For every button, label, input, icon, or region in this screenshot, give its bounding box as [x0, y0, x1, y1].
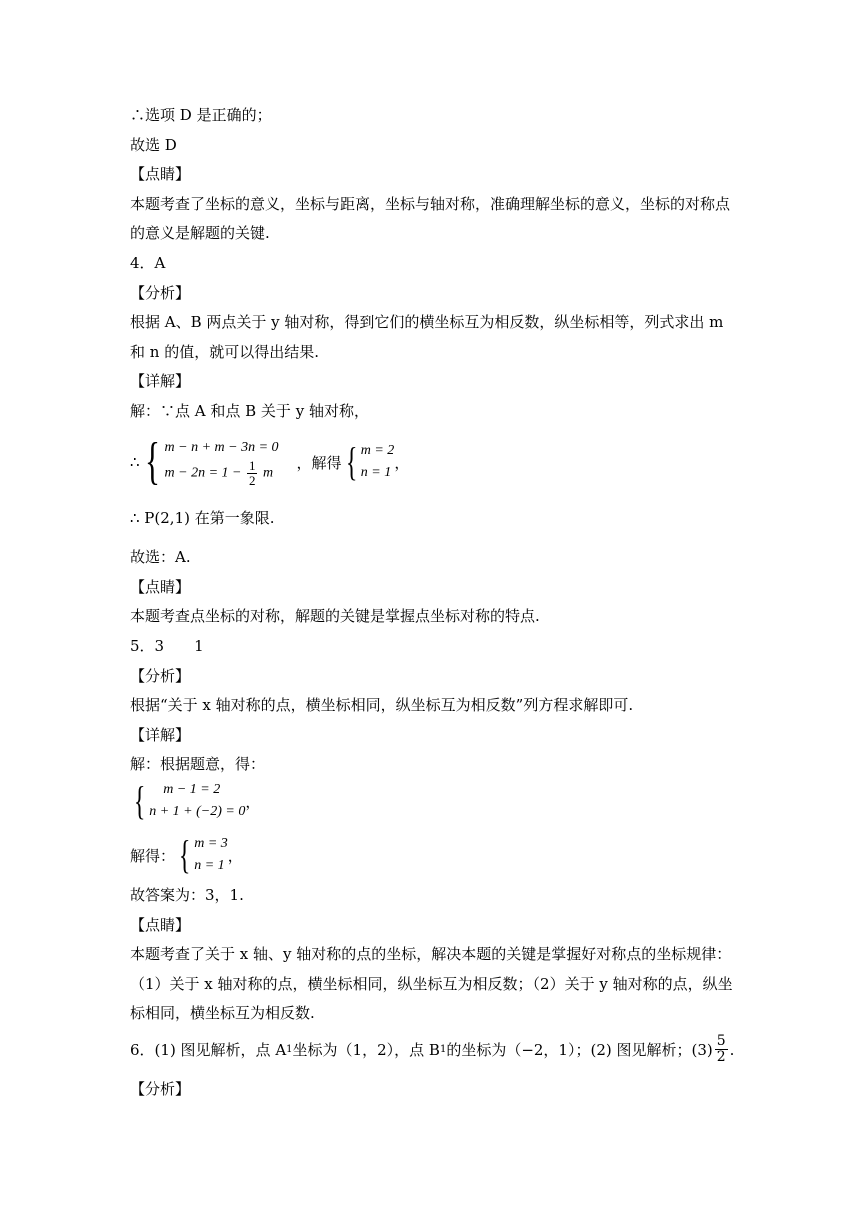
section-heading: 【点睛】: [130, 165, 191, 183]
left-brace: {: [178, 832, 191, 877]
equation-2: n + 1 + (−2) = 0: [149, 804, 246, 819]
section-heading: 【详解】: [130, 372, 191, 390]
text-line: 故答案为：3，1.: [130, 886, 244, 904]
section-heading: 【详解】: [130, 726, 191, 744]
left-brace: {: [345, 439, 357, 484]
solutions: [194, 833, 228, 877]
equations: [165, 437, 279, 488]
equation-1: m − 1 = 2: [163, 782, 221, 797]
text-line: 故选 D: [130, 136, 177, 154]
fraction: $\frac{1}{2}$: [248, 457, 256, 488]
section-heading: 【点睛】: [130, 578, 191, 596]
therefore-symbol: ∴: [130, 454, 140, 471]
fraction: $\frac{5}{2}$: [716, 1033, 726, 1065]
solution-1: m = 3: [194, 836, 228, 851]
section-heading: 【点睛】: [130, 916, 191, 934]
text-line: 本题考查了关于 x 轴、y 轴对称的点的坐标，解决本题的关键是掌握好对称点的坐标规律：: [130, 945, 732, 963]
text-line: 解：根据题意，得：: [130, 755, 266, 773]
text-line: （1）关于 x 轴对称的点，横坐标相同，纵坐标互为相反数；（2）关于 y 轴对称的点，纵坐: [130, 975, 733, 993]
solutions: [361, 440, 395, 484]
text-line: ∴选项 D 是正确的；: [130, 106, 272, 124]
equation-system-q5: { m − 1 = 2 n + 1 + (−2) = 0 ，: [133, 778, 261, 823]
text-line: ∴ P(2,1) 在第一象限.: [130, 509, 275, 527]
equation-system-q4: ∴ { m − n + m − 3n = 0 m − 2n = 1 − $\frac{1}{2}$ m ，解得 { m = 2 n = 1 ，: [130, 433, 410, 490]
solve-label: ，解得: [296, 453, 342, 472]
section-heading: 【分析】: [130, 667, 191, 685]
text-line: 故选：A.: [130, 548, 191, 566]
text-line: 本题考查了坐标的意义，坐标与距离，坐标与轴对称，准确理解坐标的意义，坐标的对称点: [130, 195, 731, 213]
solution-2: n = 1: [360, 465, 392, 480]
solve-label: 解得：: [130, 846, 176, 865]
text-line: 的意义是解题的关键.: [130, 224, 270, 242]
solution-system-q5: 解得： { m = 3 n = 1 ，: [130, 832, 243, 877]
text-line: 解：∵点 A 和点 B 关于 y 轴对称，: [130, 402, 369, 420]
answer-number: 4．A: [130, 254, 166, 272]
equations: [149, 779, 245, 823]
text-line: 根据“关于 x 轴对称的点，横坐标相同，纵坐标互为相反数”列方程求解即可.: [130, 696, 634, 714]
left-brace: {: [144, 433, 160, 490]
text-line: 和 n 的值，就可以得出结果.: [130, 343, 319, 361]
text-line: 标相同，横坐标互为相反数.: [130, 1004, 315, 1022]
answer-number: 5．3 1: [130, 637, 204, 655]
solution-2: n = 1: [194, 858, 225, 873]
answer-line-q6: 6．(1) 图见解析，点 A 1 坐标为（1，2），点 B 1 的坐标为（−2，1）；(2) 图见解析；(3) $\frac{5}{2}$ .: [130, 1033, 735, 1065]
equation-1: m − n + m − 3n = 0: [164, 439, 279, 455]
equation-2: m − 2n = 1 − $\frac{1}{2}$ m: [164, 457, 274, 488]
text-line: 本题考查点坐标的对称，解题的关键是掌握点坐标对称的特点.: [130, 607, 540, 625]
section-heading: 【分析】: [130, 284, 191, 302]
text-line: 根据 A、B 两点关于 y 轴对称，得到它们的横坐标互为相反数，纵坐标相等，列式求出 m: [130, 313, 724, 331]
left-brace: {: [133, 778, 146, 823]
solution-1: m = 2: [360, 443, 395, 458]
section-heading: 【分析】: [130, 1080, 191, 1098]
